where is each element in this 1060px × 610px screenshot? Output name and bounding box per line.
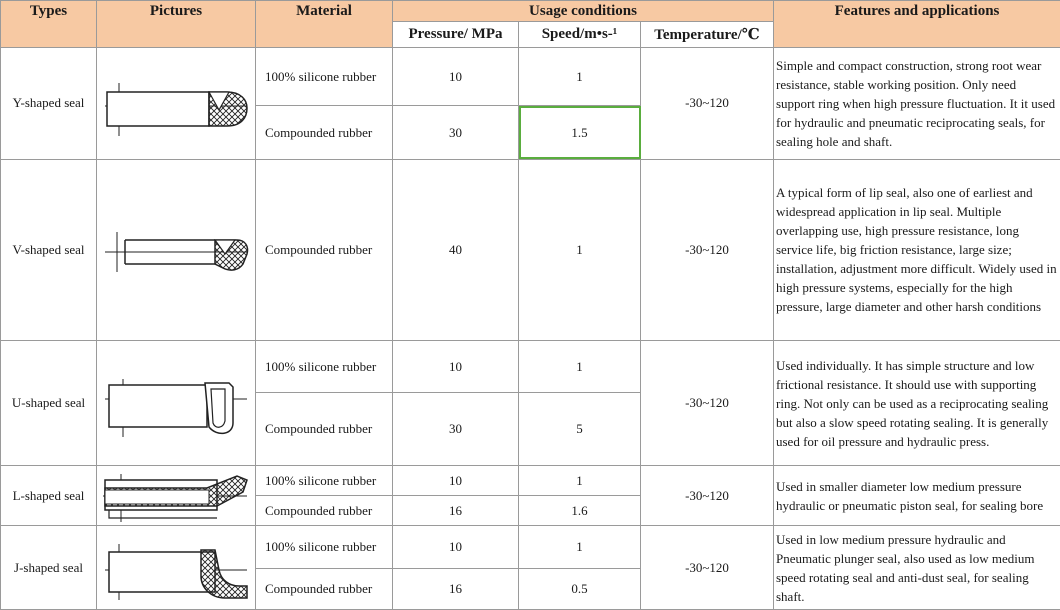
material-cell: Compounded rubber [256, 159, 393, 340]
picture-v-shaped [97, 159, 256, 340]
speed-cell-selected[interactable]: 1.5 [519, 106, 641, 159]
features-cell: Used in smaller diameter low medium pressure hydraulic or pneumatic piston seal, for sealing bore [774, 465, 1060, 525]
speed-cell: 1.6 [519, 496, 641, 526]
material-cell: 100% silicone rubber [256, 526, 393, 568]
material-cell: Compounded rubber [256, 393, 393, 466]
header-speed: Speed/m•s-¹ [519, 22, 641, 48]
type-j-shaped: J-shaped seal [1, 526, 97, 610]
pressure-cell: 10 [393, 465, 519, 495]
material-cell: 100% silicone rubber [256, 341, 393, 393]
header-pictures: Pictures [97, 1, 256, 48]
features-cell: A typical form of lip seal, also one of earliest and widespread application in lip seal. Multiple overlapping use, high pressure resistance, long service life, big friction resistance, large size; installation, adjustment more difficult. Widely used in high pressure systems, especially for the high pressure, large diameter and other harsh conditions [774, 159, 1060, 340]
speed-cell: 1 [519, 465, 641, 495]
header-pressure: Pressure/ MPa [393, 22, 519, 48]
j-seal-drawing-icon [97, 526, 256, 610]
header-temperature: Temperature/℃ [641, 22, 774, 48]
y-seal-drawing-icon [97, 48, 256, 159]
pressure-cell: 10 [393, 48, 519, 106]
speed-cell: 1 [519, 341, 641, 393]
material-cell: 100% silicone rubber [256, 48, 393, 106]
picture-u-shaped [97, 341, 256, 466]
header-features: Features and applications [774, 1, 1060, 48]
features-cell: Used in low medium pressure hydraulic and Pneumatic plunger seal, also used as low medium speed rotating seal and anti-dust seal, for sealing shaft. [774, 526, 1060, 610]
speed-cell: 1 [519, 159, 641, 340]
features-cell: Used individually. It has simple structure and low frictional resistance. It should use with supporting ring. Not only can be used as a reciprocating sealing but also a slow speed rotating sealing. It is generally used for oil pressure and hydraulic press. [774, 341, 1060, 466]
type-v-shaped: V-shaped seal [1, 159, 97, 340]
type-u-shaped: U-shaped seal [1, 341, 97, 466]
material-cell: Compounded rubber [256, 496, 393, 526]
temperature-cell: -30~120 [641, 159, 774, 340]
temperature-cell: -30~120 [641, 341, 774, 466]
v-seal-drawing-icon [97, 160, 256, 340]
temperature-cell: -30~120 [641, 526, 774, 610]
speed-cell: 0.5 [519, 568, 641, 609]
pressure-cell: 10 [393, 341, 519, 393]
temperature-cell: -30~120 [641, 48, 774, 160]
header-material: Material [256, 1, 393, 48]
pressure-cell: 10 [393, 526, 519, 568]
type-y-shaped: Y-shaped seal [1, 48, 97, 160]
features-cell: Simple and compact construction, strong root wear resistance, stable working position. Only need support ring when high pressure fluctuation. It it used for hydraulic and pneumatic reciprocating seals, for sealing hole and shaft. [774, 48, 1060, 160]
material-cell: Compounded rubber [256, 106, 393, 159]
speed-cell: 1 [519, 526, 641, 568]
picture-l-shaped [97, 465, 256, 525]
picture-y-shaped [97, 48, 256, 160]
picture-j-shaped [97, 526, 256, 610]
pressure-cell: 40 [393, 159, 519, 340]
pressure-cell: 16 [393, 568, 519, 609]
speed-cell: 5 [519, 393, 641, 466]
pressure-cell: 30 [393, 393, 519, 466]
l-seal-drawing-icon [97, 466, 256, 526]
header-types: Types [1, 1, 97, 48]
pressure-cell: 30 [393, 106, 519, 159]
material-cell: Compounded rubber [256, 568, 393, 609]
speed-cell: 1 [519, 48, 641, 106]
temperature-cell: -30~120 [641, 465, 774, 525]
header-usage-conditions: Usage conditions [393, 1, 774, 22]
type-l-shaped: L-shaped seal [1, 465, 97, 525]
pressure-cell: 16 [393, 496, 519, 526]
u-seal-drawing-icon [97, 341, 256, 465]
material-cell: 100% silicone rubber [256, 465, 393, 495]
